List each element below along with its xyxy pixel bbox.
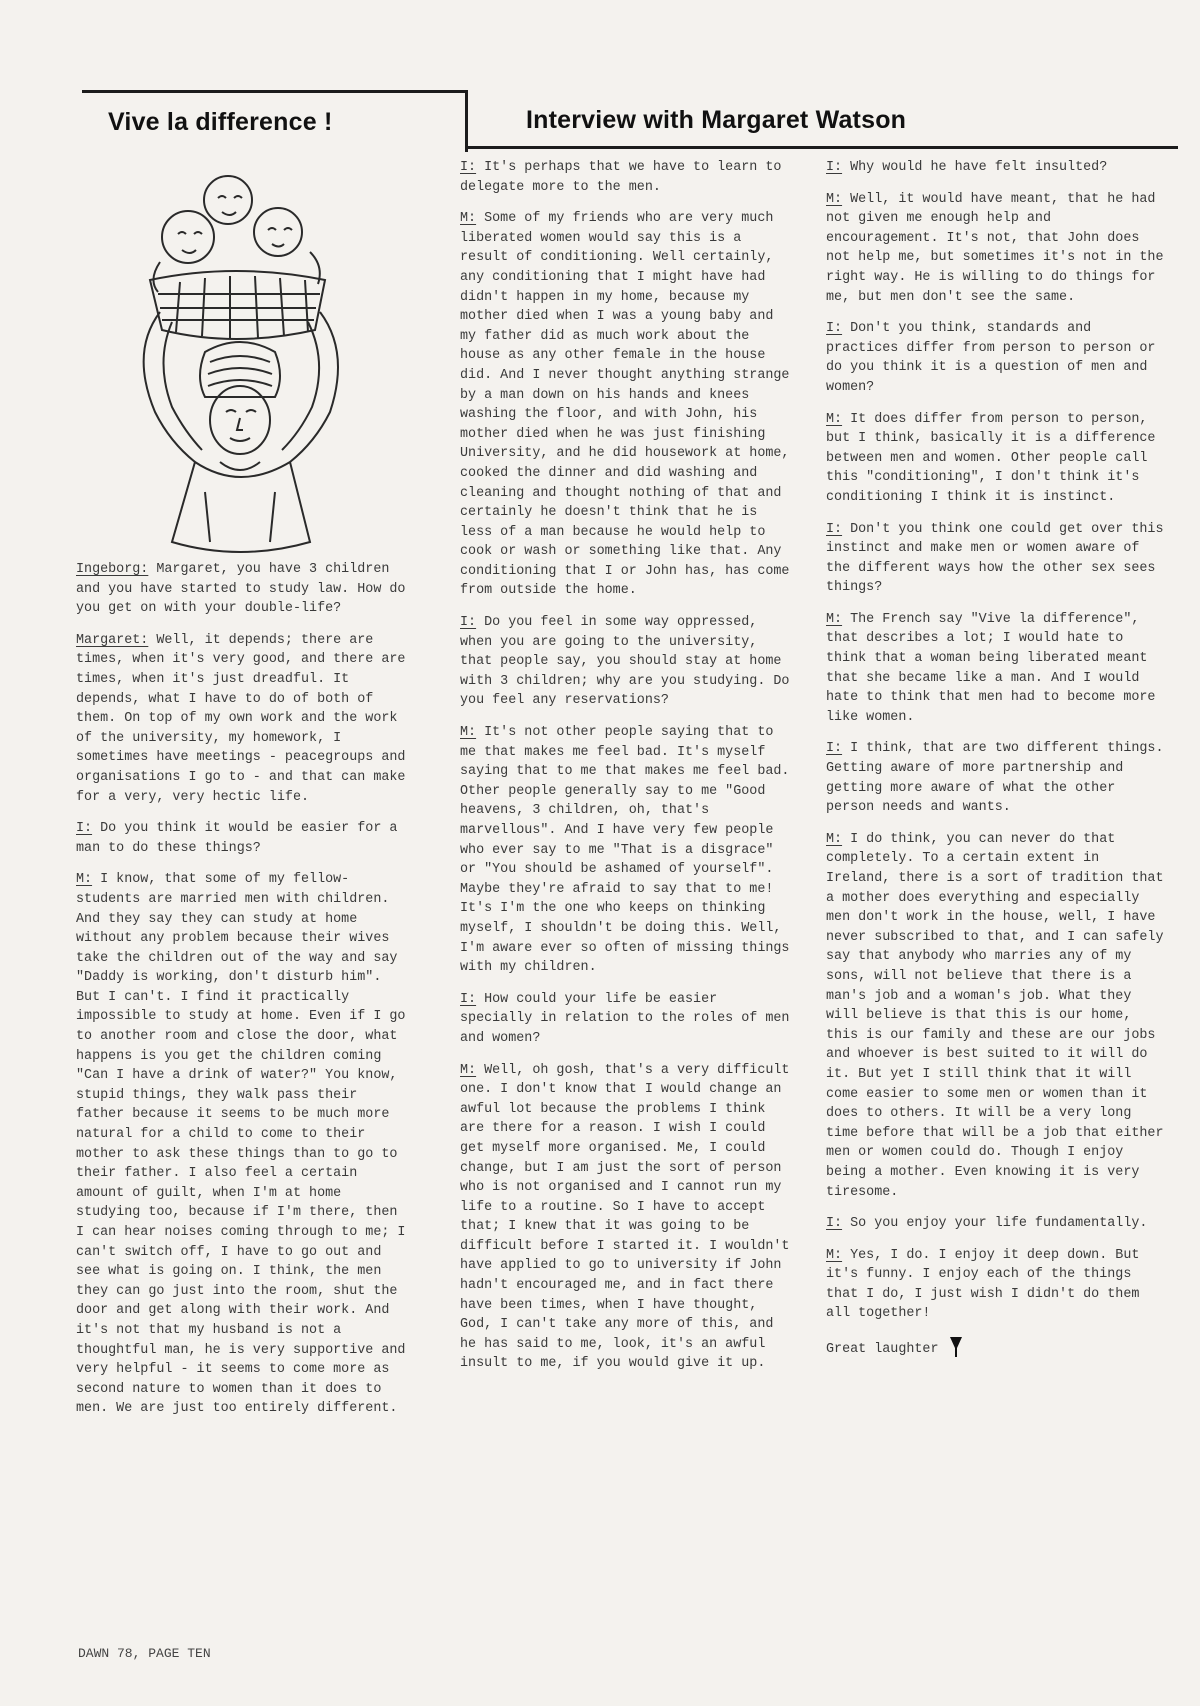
paragraph-text: Yes, I do. I enjoy it deep down. But it's funny. I enjoy each of the things that I do, I just wish I didn't do them all together! (826, 1247, 1140, 1322)
paragraph (460, 209, 795, 601)
paragraph-text: I know, that some of my fellow-students are married men with children. And they say they can study at home without any problem because their wives take the children out of the way and say "Daddy is working, don't disturb him". But I can't. I find it practically impossible to study at home. Even if I go to another room and close the door, what happens is you get the children coming "Can I have a drink of water?" You know, stupid things, they walk pass their father because it seems to be much more natural for a child to come to their mother to ask these things than to go to their father. I also feel a certain amount of guilt, when I'm at home studying too, because if I'm there, then I can hear noises coming through to me; I can't switch off, I have to go out and see what is going on. I think, the men they can go just into the room, shut the door and get along with their work. And it's not that my husband is not a thoughtful man, he is very supportive and very helpful - it seems to come more as second nature to women than it does to men. We are just too entirely different. (76, 872, 406, 1417)
page-footer: DAWN 78, PAGE TEN (78, 1646, 211, 1661)
paragraph (826, 610, 1166, 728)
paragraph (460, 723, 795, 978)
woman-carrying-basket-of-babies-illustration (110, 162, 400, 562)
speaker-label: M: (76, 872, 93, 888)
speaker-label: I: (826, 741, 843, 757)
paragraph-text: Don't you think one could get over this instinct and make men or women aware of the different ways how the other sex sees things? (826, 521, 1164, 596)
paragraph (826, 1214, 1166, 1234)
paragraph (826, 410, 1166, 508)
paragraph (826, 739, 1166, 817)
closing-text: Great laughter (826, 1342, 939, 1358)
paragraph-text: Do you feel in some way oppressed, when you are going to the university, that people say, you should stay at home with 3 children; why are you studying. Do you feel any reservations? (460, 615, 790, 709)
speaker-label: I: (460, 615, 477, 631)
speaker-label: I: (826, 160, 843, 175)
header-rule-divider (465, 90, 468, 152)
speaker-label: I: (76, 821, 93, 837)
column-1 (76, 560, 411, 1431)
paragraph-text: It's not other people saying that to me that makes me feel bad. It's myself saying that to me that makes me feel bad. Other people generally say to me "Good heavens, 3 children, oh, that's marvellous". And I have very few people who ever say to me "That is a disgrace" or "You should be ashamed of yourself". Maybe they're afraid to say that to me! It's I'm the one who keeps on thinking myself, I shouldn't be doing this. Well, I'm aware ever so often of missing things with my children. (460, 725, 790, 976)
paragraph-text: Margaret, you have 3 children and you have started to study law. How do you get on with your double-life? (76, 562, 406, 617)
paragraph-text: Well, oh gosh, that's a very difficult one. I don't know that I would change an awful lot because the problems I think are there for a reason. I wish I could get myself more organised. Me, I could change, but I am just the sort of person who is not organised and I cannot run my life to a routine. So I have to accept that; I knew that it was going to be difficult before I started it. I wouldn't have applied to go to university if John hadn't encouraged me, and in fact there have been times, when I have thought, God, I can't take any more of this, and he has said to me, look, it's an awful insult to me, if you would give it up. (460, 1062, 790, 1372)
paragraph-text: How could your life be easier specially in relation to the roles of men and women? (460, 991, 790, 1046)
paragraph-text: Do you think it would be easier for a man to do these things? (76, 821, 398, 856)
column-3 (826, 158, 1166, 1372)
speaker-label: M: (826, 611, 843, 627)
paragraph-text: It's perhaps that we have to learn to delegate more to the men. (460, 160, 782, 195)
paragraph-text: Some of my friends who are very much liberated women would say this is a result of conditioning. Well certainly, any conditioning that I might have had didn't happen in my home, because my mother died when I was a young baby and my father did as much work about the house as any other female in the house did. And I never thought anything strange by a man down on his hands and knees washing the floor, and with John, his mother died when he was just finishing University, and he did housework at home, cooked the dinner and did washing and cleaning and thought nothing of that and certainly he doesn't think that he is less of a man because he would help to cook or wash or something like that. Any conditioning that I or John has, has come from outside the home. (460, 211, 790, 599)
paragraph (76, 560, 411, 619)
paragraph-text: It does differ from person to person, but I think, basically it is a difference between men and women. Other people call this "conditioning", I don't think it's conditioning I think it is instinct. (826, 411, 1156, 505)
paragraph (826, 190, 1166, 308)
paragraph-text: Why would he have felt insulted? (842, 160, 1108, 175)
paragraph (826, 319, 1166, 397)
right-title: Interview with Margaret Watson (526, 106, 907, 134)
speaker-label: Margaret: (76, 632, 149, 648)
speaker-label: M: (826, 1247, 843, 1263)
paragraph (460, 158, 795, 197)
paragraph-text: I think, that are two different things. Getting aware of more partnership and getting more aware of what the other person needs and wants. (826, 741, 1164, 816)
column-2 (460, 158, 795, 1386)
speaker-label: I: (826, 521, 843, 537)
header-rule-right (465, 146, 1178, 149)
end-mark-icon (949, 1336, 963, 1358)
speaker-label: I: (460, 991, 477, 1007)
speaker-label: M: (460, 211, 477, 227)
speaker-label: M: (826, 411, 843, 427)
paragraph (460, 990, 795, 1049)
speaker-label: I: (826, 1216, 843, 1232)
paragraph (460, 613, 795, 711)
paragraph-text: Well, it depends; there are times, when it's very good, and there are times, when it's just dreadful. It depends, what I have to do of both of them. On top of my own work and the work of the university, my homework, I sometimes have meetings - peacegroups and organisations I go to - and that can make for a very, very hectic life. (76, 632, 406, 805)
paragraph (460, 1061, 795, 1375)
speaker-label: M: (460, 725, 477, 741)
speaker-label: M: (826, 191, 843, 207)
paragraph (826, 830, 1166, 1202)
paragraph-text: Well, it would have meant, that he had not given me enough help and encouragement. It's not, that John does not help me, but sometimes it's not in the right way. He is willing to do things for me, but men don't see the same. (826, 191, 1164, 305)
paragraph (826, 158, 1166, 178)
paragraph (826, 1246, 1166, 1324)
paragraph-text: I do think, you can never do that completely. To a certain extent in Ireland, there is a sort of tradition that a mother does everything and especially men don't work in the house, well, I have never subscribed to that, and I can safely say that anybody who marries any of my sons, will not believe that there is a man's job and a woman's job. What they will believe is that this is our home, this is our family and these are our jobs and whoever is best suited to it will do it. But yet I still think that it will come easier to some men or women than it does to others. It will be a very long time before that will be a job that either men or women could do. Though I enjoy being a mother. Even knowing it is very tiresome. (826, 831, 1164, 1200)
paragraph (826, 520, 1166, 598)
header-rule-left (82, 90, 468, 93)
paragraph-text: The French say "Vive la difference", that describes a lot; I would hate to think that a woman being liberated meant that she became like a man. And I would hate to think that men had to become more like women. (826, 611, 1156, 725)
speaker-label: I: (826, 321, 843, 337)
paragraph (76, 631, 411, 807)
paragraph-text: Don't you think, standards and practices differ from person to person or do you think it is a question of men and women? (826, 321, 1156, 395)
speaker-label: I: (460, 160, 477, 175)
paragraph-text: So you enjoy your life fundamentally. (842, 1216, 1148, 1232)
left-title: Vive la difference ! (108, 108, 333, 136)
paragraph (76, 819, 411, 858)
speaker-label: M: (826, 831, 843, 847)
speaker-label: M: (460, 1062, 477, 1078)
paragraph (76, 870, 411, 1419)
speaker-label: Ingeborg: (76, 562, 149, 577)
closing-line (826, 1336, 1166, 1360)
